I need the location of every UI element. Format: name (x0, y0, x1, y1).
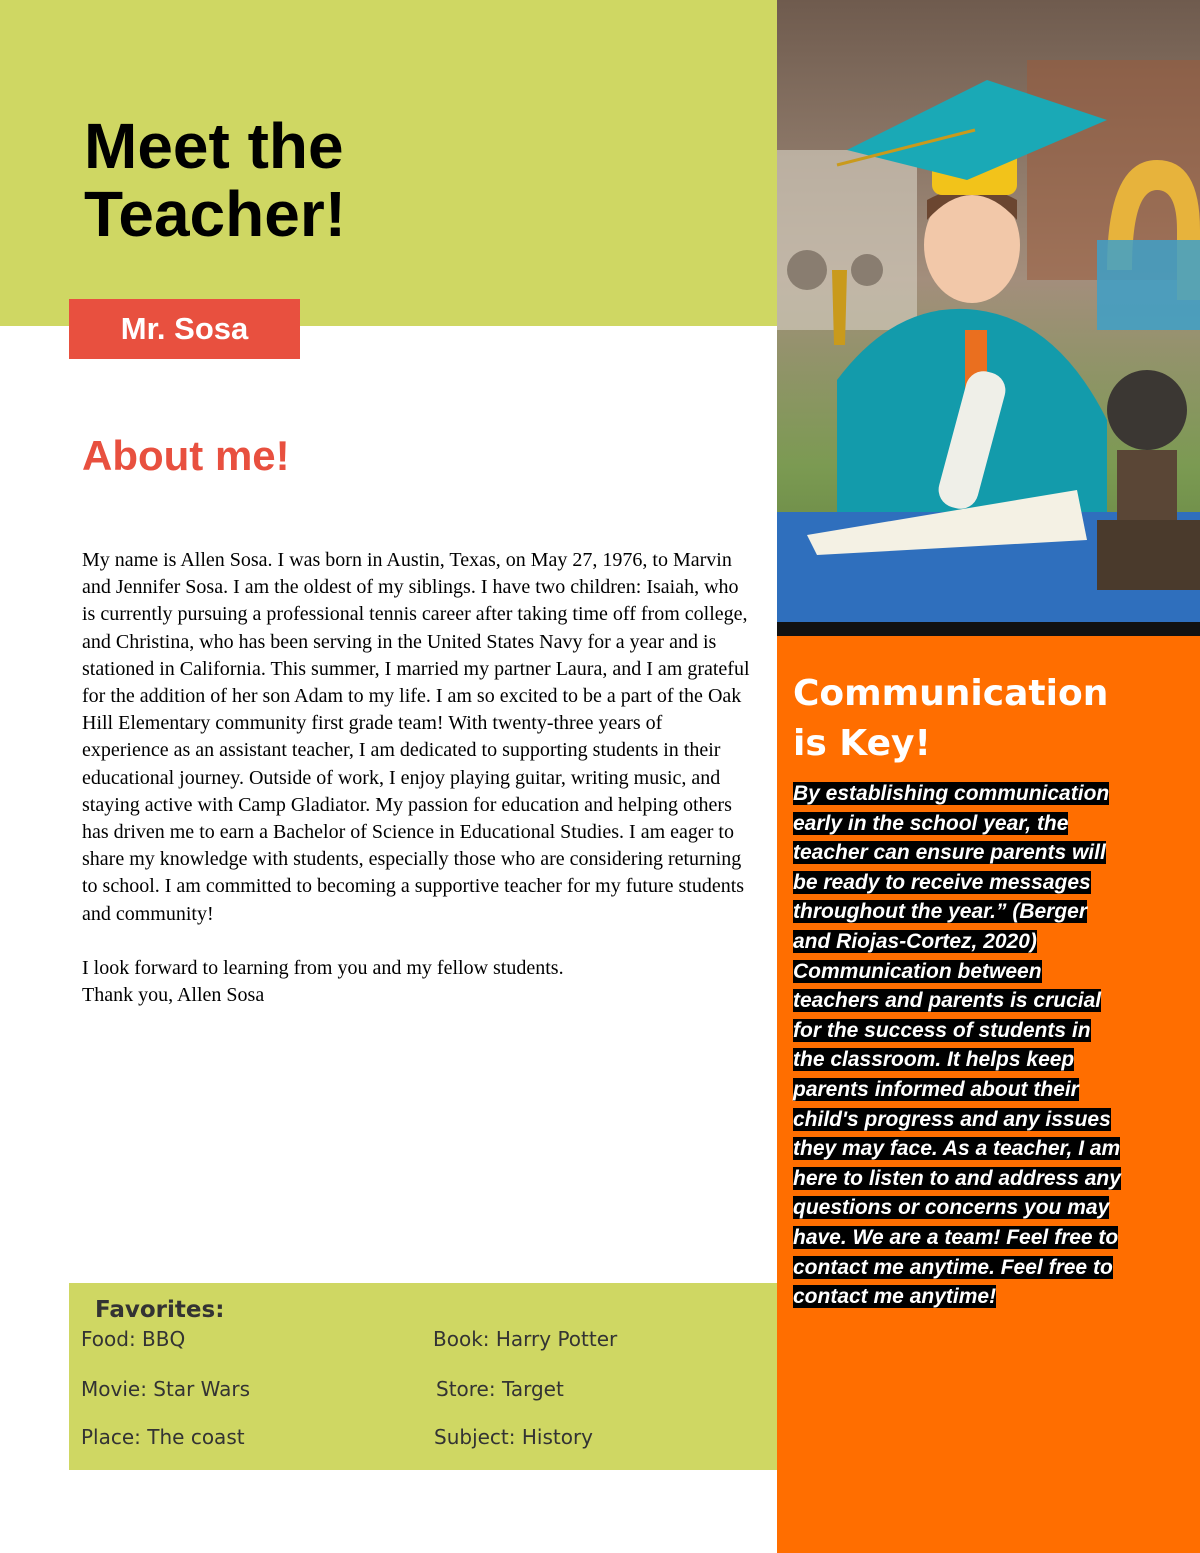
about-closing (82, 955, 750, 1009)
title-line-1: Meet the (84, 110, 344, 182)
about-text (82, 547, 750, 1009)
favorite-food: Food: BBQ (81, 1327, 186, 1351)
communication-heading-line-2: is Key! (793, 723, 931, 764)
about-heading: About me! (82, 432, 290, 479)
photo-divider (777, 622, 1200, 636)
favorite-store: Store: Target (436, 1377, 564, 1401)
communication-quote: By establishing communication early in the school year, the teacher can ensure parents will be ready to receive messages throughout the year.” (Berger and Riojas-Cortez, 2020) Communication between teachers and parents is crucial for the success of students in the classroom. It helps keep parents informed about their child's progress and any issues they may face. As a teacher, I am here to listen to and address any questions or concerns you may have. We are a team! Feel free to contact me anytime. Feel free to contact me anytime! (793, 782, 1121, 1309)
favorites-title: Favorites: (95, 1297, 225, 1323)
graduate-child-photo (777, 0, 1200, 622)
teacher-name-tag: Mr. Sosa (69, 299, 300, 359)
closing-line: I look forward to learning from you and my fellow students. (82, 956, 564, 979)
communication-heading (793, 669, 1108, 769)
title-line-2: Teacher! (84, 178, 347, 250)
communication-text (793, 779, 1123, 1312)
favorites-box (69, 1283, 777, 1470)
favorite-movie: Movie: Star Wars (81, 1377, 251, 1401)
favorite-place: Place: The coast (81, 1425, 245, 1449)
favorite-book: Book: Harry Potter (433, 1327, 618, 1351)
about-paragraph: My name is Allen Sosa. I was born in Austin, Texas, on May 27, 1976, to Marvin and Jennifer Sosa. I am the oldest of my siblings. I have two children: Isaiah, who is currently pursuing a professional tennis career after taking time off from college, and Christina, who has been serving in the United States Navy for a year and is stationed in California. This summer, I married my partner Laura, and I am grateful for the addition of her son Adam to my life. I am so excited to be a part of the Oak Hill Elementary community first grade team! With twenty-three years of experience as an assistant teacher, I am dedicated to supporting students in their educational journey. Outside of work, I enjoy playing guitar, writing music, and staying active with Camp Gladiator. My passion for education and helping others has driven me to earn a Bachelor of Science in Educational Studies. I am eager to share my knowledge with students, especially those who are considering returning to school. I am committed to becoming a supportive teacher for my future students and community! (82, 549, 750, 925)
favorite-subject: Subject: History (434, 1425, 594, 1449)
page-title (84, 112, 346, 248)
signoff: Thank you, Allen Sosa (82, 984, 265, 1007)
communication-heading-line-1: Communication (793, 673, 1109, 714)
communication-panel (777, 636, 1200, 1553)
